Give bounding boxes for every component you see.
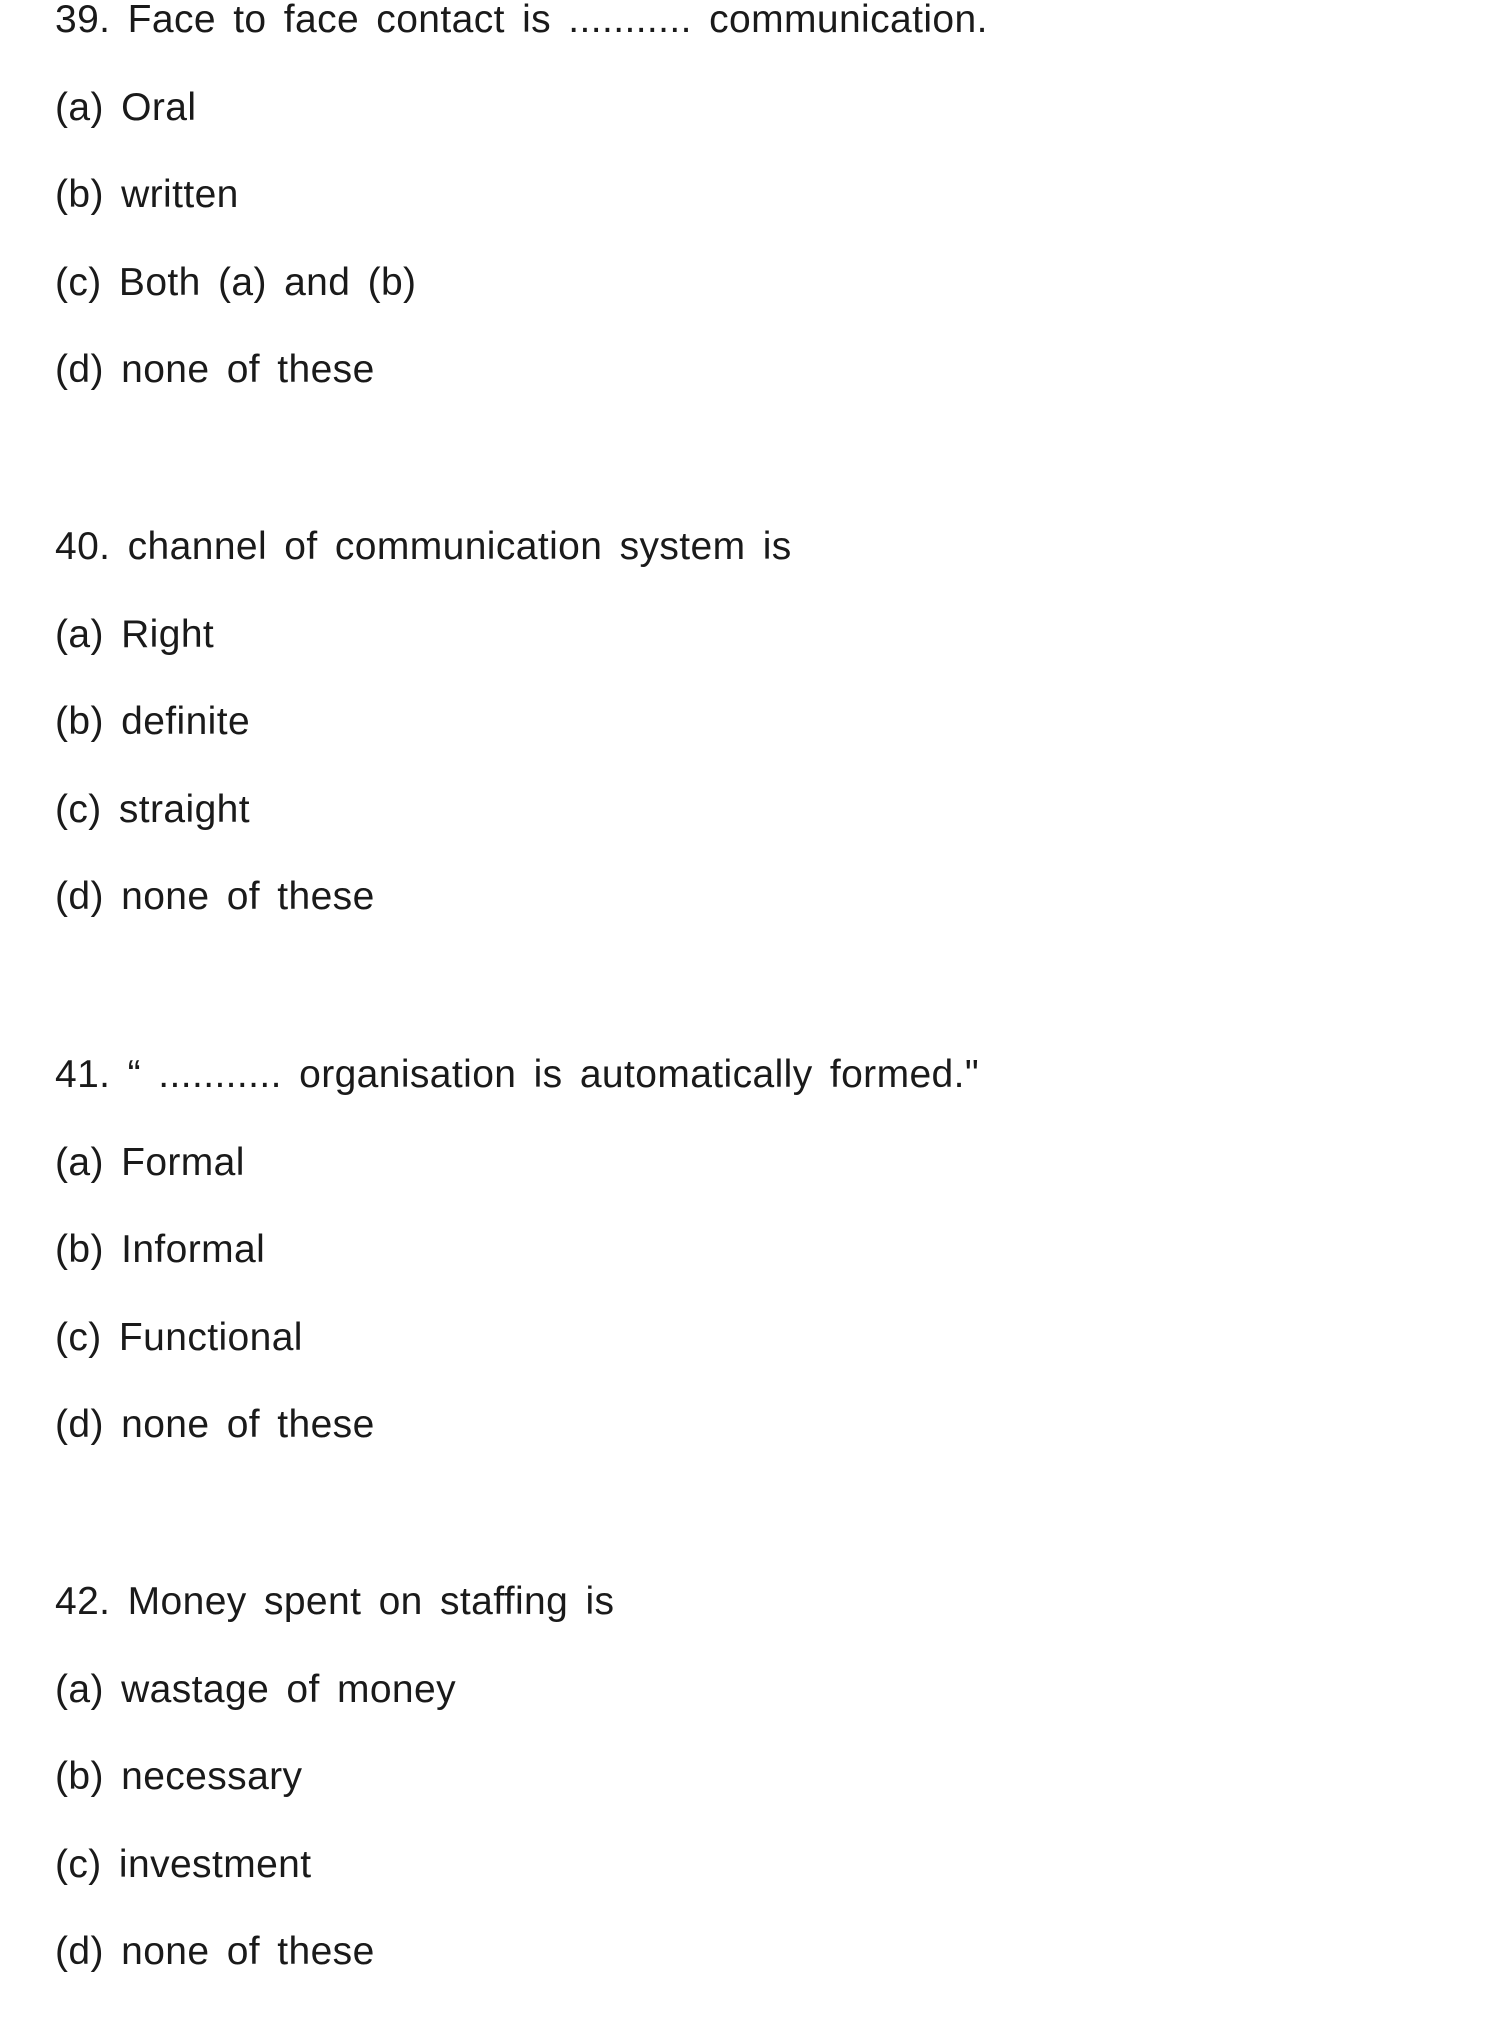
- option-c: (c) Both (a) and (b): [55, 261, 417, 304]
- option-a: (a) Formal: [55, 1141, 245, 1184]
- option-b: (b) written: [55, 173, 239, 216]
- option-d: (d) none of these: [55, 1403, 375, 1446]
- question-stem: 40. channel of communication system is: [55, 525, 792, 568]
- option-d: (d) none of these: [55, 348, 375, 391]
- option-c: (c) investment: [55, 1843, 312, 1886]
- option-d: (d) none of these: [55, 875, 375, 918]
- option-a: (a) wastage of money: [55, 1668, 457, 1711]
- option-b: (b) Informal: [55, 1228, 266, 1271]
- question-stem: 41. “ ........... organisation is automatically formed.": [55, 1053, 980, 1096]
- option-d: (d) none of these: [55, 1930, 375, 1973]
- option-b: (b) definite: [55, 700, 251, 743]
- option-b: (b) necessary: [55, 1755, 303, 1798]
- question-stem: 42. Money spent on staffing is: [55, 1580, 615, 1623]
- option-c: (c) Functional: [55, 1316, 303, 1359]
- option-a: (a) Oral: [55, 86, 197, 129]
- option-c: (c) straight: [55, 788, 251, 831]
- question-stem: 39. Face to face contact is ........... communication.: [55, 0, 988, 41]
- option-a: (a) Right: [55, 613, 215, 656]
